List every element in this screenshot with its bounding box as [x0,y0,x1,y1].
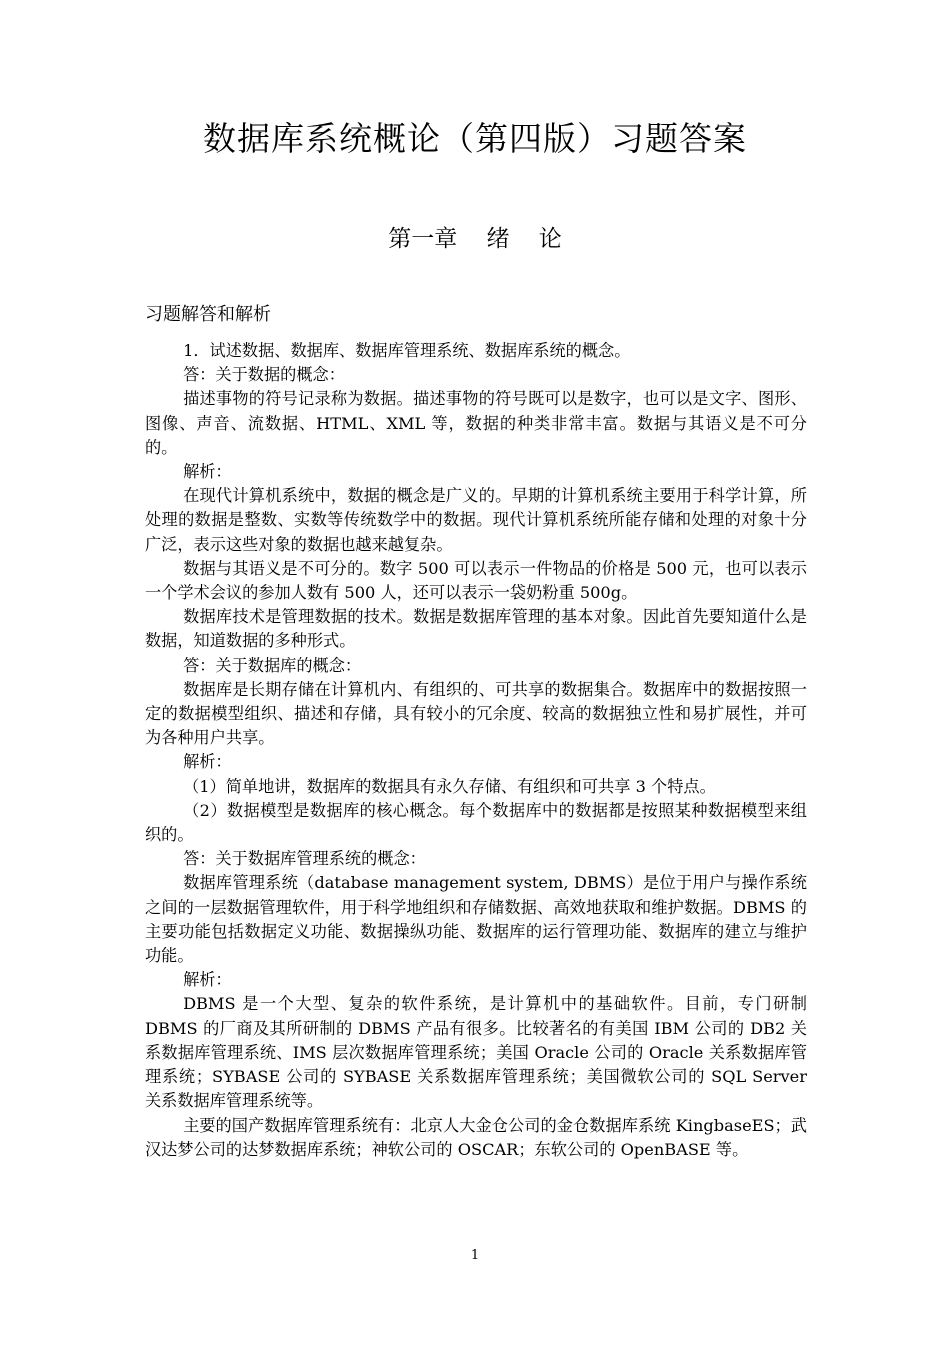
analysis-paragraph: 数据库技术是管理数据的技术。数据是数据库管理的基本对象。因此首先要知道什么是数据，知道数据的多种形式。 [145,607,807,651]
analysis-heading: 解析： [183,970,232,990]
page-number: 1 [470,1248,480,1263]
document-title: 数据库系统概论（第四版）习题答案 [203,119,747,158]
answer-paragraph: 数据库管理系统（database management system, DBMS）是位于用户与操作系统之间的一层数据管理软件，用于科学地组织和存储数据、高效地获取和维护数据。DBMS 的主要功能包括数据定义功能、数据操纵功能、数据库的运行管理功能、数据库的建立与维护功能。 [145,873,807,966]
answer-paragraph: 数据库是长期存储在计算机内、有组织的、可共享的数据集合。数据库中的数据按照一定的数据模型组织、描述和存储，具有较小的冗余度、较高的数据独立性和易扩展性，并可为各种用户共享。 [145,679,807,748]
analysis-paragraph: 在现代计算机系统中，数据的概念是广义的。早期的计算机系统主要用于科学计算，所处理的数据是整数、实数等传统数学中的数据。现代计算机系统所能存储和处理的对象十分广泛，表示这些对象的数据也越来越复杂。 [145,486,807,554]
analysis-heading: 解析： [183,752,232,772]
question-paragraph: 1．试述数据、数据库、数据库管理系统、数据库系统的概念。 [183,341,631,360]
analysis-point: （2）数据模型是数据库的核心概念。每个数据库中的数据都是按照某种数据模型来组织的。 [145,800,807,845]
analysis-paragraph: DBMS 是一个大型、复杂的软件系统，是计算机中的基础软件。目前，专门研制 DBMS 的厂商及其所研制的 DBMS 产品有很多。比较著名的有美国 IBM 公司的 DB2 关系数据库管理系统、IMS 层次数据库管理系统；美国 Oracle 公司的 Oracle 关系数据库管理系统；SYBASE 公司的 SYBASE 关系数据库管理系统；美国微软公司的 SQL Server 关系数据库管理系统等。 [145,994,807,1111]
analysis-heading: 解析： [183,462,232,482]
answer-heading-dbms: 答：关于数据库管理系统的概念： [183,849,426,869]
answer-heading-database: 答：关于数据库的概念： [183,655,362,675]
chapter-title: 第一章 绪 论 [388,226,562,252]
analysis-point: （1）简单地讲，数据库的数据具有永久存储、有组织和可共享 3 个特点。 [183,776,716,796]
answer-heading-data: 答：关于数据的概念： [183,365,345,385]
answer-paragraph: 描述事物的符号记录称为数据。描述事物的符号既可以是数字，也可以是文字、图形、图像、声音、流数据、HTML、XML 等，数据的种类非常丰富。数据与其语义是不可分的。 [145,389,807,457]
document-body [145,339,807,1162]
section-title: 习题解答和解析 [145,304,271,325]
analysis-paragraph: 数据与其语义是不可分的。数字 500 可以表示一件物品的价格是 500 元，也可以表示一个学术会议的参加人数有 500 人，还可以表示一袋奶粉重 500g。 [145,558,807,603]
analysis-paragraph: 主要的国产数据库管理系统有：北京人大金仓公司的金仓数据库系统 KingbaseES；武汉达梦公司的达梦数据库系统；神软公司的 OSCAR；东软公司的 OpenBASE 等。 [145,1115,807,1159]
